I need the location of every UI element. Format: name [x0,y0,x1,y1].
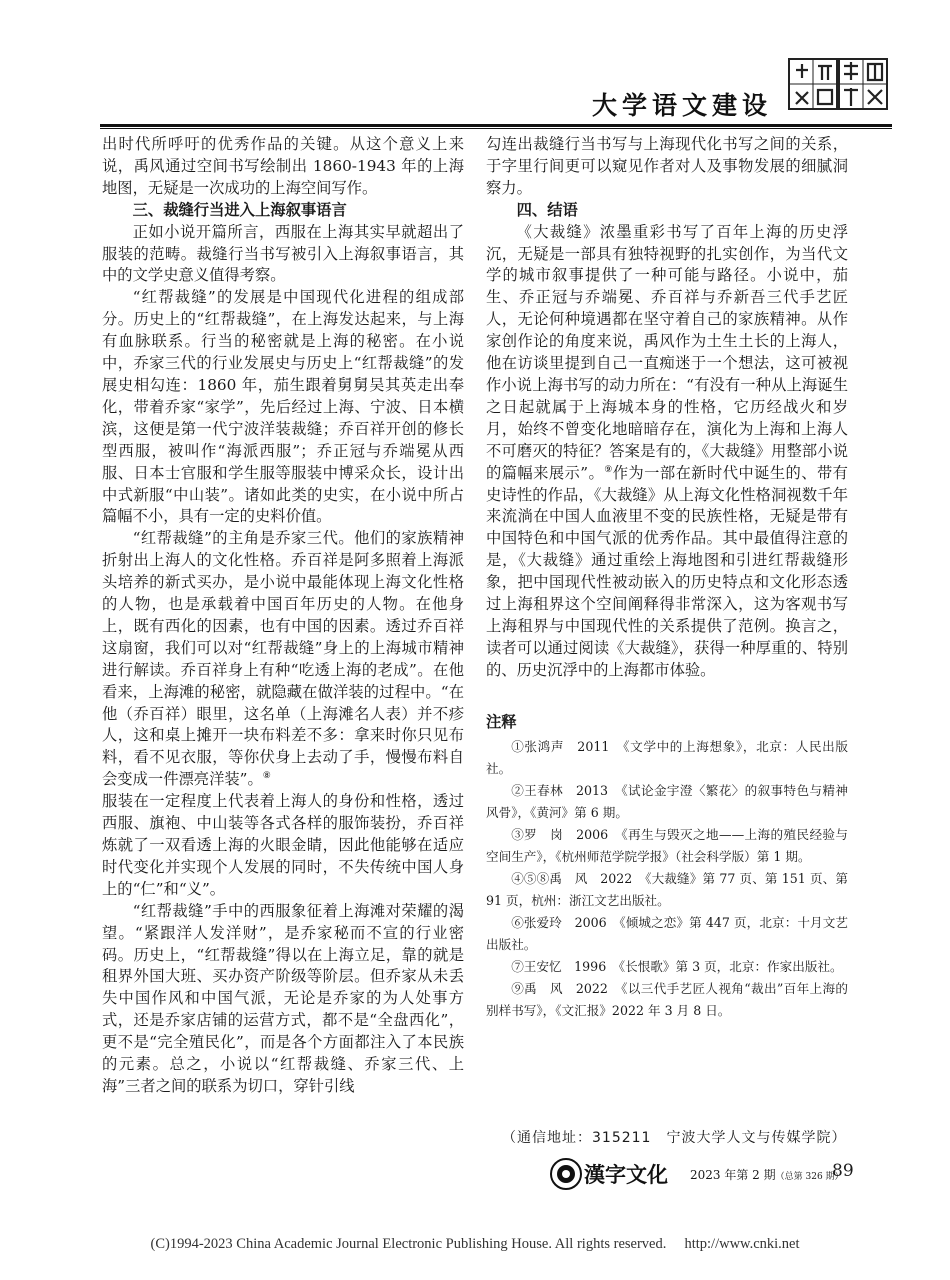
notes-list [486,736,848,1022]
paragraph-text: 作为一部在新时代中诞生的、带有史诗性的作品，《大裁缝》从上海文化性格洞视数千年来流淌在中国人血液里不变的民族性格，无疑是带有中国特色和中国气派的优秀作品。其中最值得注意的是，《大裁缝》通过重绘上海地图和引进红帮裁缝形象，把中国现代性被动嵌入的历史特点和文化形态透过上海租界这个空间阐释得非常深入，这为客观书写上海租界与中国现代性的关系提供了范例。换言之，读者可以通过阅读《大裁缝》，获得一种厚重的、特别的、历史沉浮中的上海都市体验。 [486,463,848,679]
paragraph: 出时代所呼吁的优秀作品的关键。从这个意义上来说，禹风通过空间书写绘制出 1860-1943 年的上海地图，无疑是一次成功的上海空间写作。 [102,135,464,197]
copyright-notice: (C)1994-2023 China Academic Journal Electronic Publishing House. All rights reserved. http://www.cnki.net [150,1236,800,1252]
paragraph [102,528,464,900]
issue-info [690,1166,844,1183]
paragraph-text: 服装在一定程度上代表着上海人的身份和性格，透过西服、旗袍、中山装等各式各样的服饰装扮，乔百祥炼就了一双看透上海的火眼金睛，因此他能够在适应时代变化并实现个人发展的同时，不失传统中国人身上的“仁”和“义”。 [102,792,464,898]
issue-total: （总第 326 期） [775,1172,844,1182]
magazine-name: 漢字文化 [584,1162,668,1187]
paragraph: 正如小说开篇所言，西服在上海其实早就超出了服装的范畴。裁缝行当书写被引入上海叙事语言，其中的文学史意义值得考察。 [102,222,464,285]
note-item: ④⑤⑧禹 风 2022 《大裁缝》第 77 页、第 151 页、第 91 页，杭州：浙江文艺出版社。 [486,870,848,908]
paragraph [486,222,848,682]
paragraph-text: 《大裁缝》浓墨重彩书写了百年上海的历史浮沉，无疑是一部具有独特视野的扎实创作，为当代文学的城市叙事提供了一种可能与路径。小说中，茄生、乔正冠与乔端冕、乔百祥与乔新吾三代手艺匠人，无论何种境遇都在坚守着自己的家族精神。从作家创作论的角度来说，禹风作为土生土长的上海人，他在访谈里提到自己一直痴迷于一个想法，这可被视作小说上海书写的动力所在：“有没有一种从上海诞生之日起就属于上海城本身的性格，它历经战火和岁月，始终不曾变化地暗暗存在，演化为上海和上海人不可磨灭的特征？答案是有的，《大裁缝》用整部小说的篇幅来展示”。 [486,222,848,482]
footnote-marker: ⑨ [604,464,613,475]
note-item: ①张鸿声 2011 《文学中的上海想象》，北京：人民出版社。 [486,738,848,776]
note-item: ⑦王安忆 1996 《长恨歌》第 3 页，北京：作家出版社。 [511,958,843,974]
page-number: 89 [832,1161,854,1181]
magazine-name-logo [548,1154,688,1194]
issue-number: 2023 年第 2 期 [690,1168,776,1182]
note-item: ⑨禹 风 2022 《以三代手艺匠人视角“裁出”百年上海的别样书写》，《文汇报》2022 年 3 月 8 日。 [486,980,848,1018]
magazine-logo [788,58,888,110]
note-item: ③罗 岗 2006 《再生与毁灭之地——上海的殖民经验与空间生产》，《杭州师范学院学报》（社会科学版）第 1 期。 [486,826,848,864]
notes-title: 注释 [486,712,517,731]
note-item: ②王春林 2013 《试论金宇澄〈繁花〉的叙事特色与精神风骨》，《黄河》第 6 期。 [486,782,848,820]
paragraph: “红帮裁缝”手中的西服象征着上海滩对荣耀的渴望。“紧跟洋人发洋财”，是乔家秘而不宣的行业密码。历史上，“红帮裁缝”得以在上海立足，靠的就是租界外国大班、买办资产阶级等阶层。但乔家从未丢失中国作风和中国气派，无论是乔家的为人处事方式，还是乔家店铺的运营方式，都不是“全盘西化”，更不是“完全殖民化”，而是各个方面都注入了本民族的元素。总之，小说以“红帮裁缝、乔家三代、上海”三者之间的联系为切口，穿针引线 [102,901,464,1095]
left-column [102,134,464,1098]
paragraph: “红帮裁缝”的发展是中国现代化进程的组成部分。历史上的“红帮裁缝”，在上海发达起来，与上海有血脉联系。行当的秘密就是上海的秘密。在小说中，乔家三代的行业发展史与历史上“红帮裁缝”的发展史相勾连：1860 年，茄生跟着舅舅吴其英走出奉化，带着乔家“家学”，先后经过上海、宁波、日本横滨，这便是第一代宁波洋装裁缝；乔百祥开创的修长型西服，被叫作“海派西服”；乔正冠与乔端冕从西服、日本士官服和学生服等服装中博采众长，设计出中式新服“中山装”。诸如此类的史实，在小说中所占篇幅不小，具有一定的史料价值。 [102,288,464,526]
correspondence-address: （通信地址：315211 宁波大学人文与传媒学院） [502,1130,847,1146]
paragraph: 勾连出裁缝行当书写与上海现代化书写之间的关系，于字里行间更可以窥见作者对人及事物发展的细腻洞察力。 [486,135,848,197]
note-item: ⑥张爱玲 2006 《倾城之恋》第 447 页，北京：十月文艺出版社。 [486,914,848,952]
footnote-marker: ⑧ [262,771,271,782]
section-title: 大学语文建设 [591,91,772,120]
header-rule-thin [100,128,892,129]
header-rule [100,124,892,127]
right-column [486,134,848,1022]
section-heading: 四、结语 [516,200,578,219]
paragraph-text: “红帮裁缝”的主角是乔家三代。他们的家族精神折射出上海人的文化性格。乔百祥是阿多照着上海派头培养的新式买办，是小说中最能体现上海文化性格的人物，也是承载着中国百年历史的人物。在他身上，既有西化的因素，也有中国的因素。透过乔百祥这扇窗，我们可以对“红帮裁缝”身上的上海城市精神进行解读。乔百祥身上有种“吃透上海的老成”。在他看来，上海滩的秘密，就隐藏在做洋装的过程中。“在他（乔百祥）眼里，这名单（上海滩名人表）并不疹人，这和桌上摊开一块布料差不多：拿来时你只见布料，看不见衣服，等你伏身上去动了手，慢慢布料自会变成一件漂亮洋装”。 [102,529,464,789]
section-heading: 三、裁缝行当进入上海叙事语言 [132,200,347,219]
